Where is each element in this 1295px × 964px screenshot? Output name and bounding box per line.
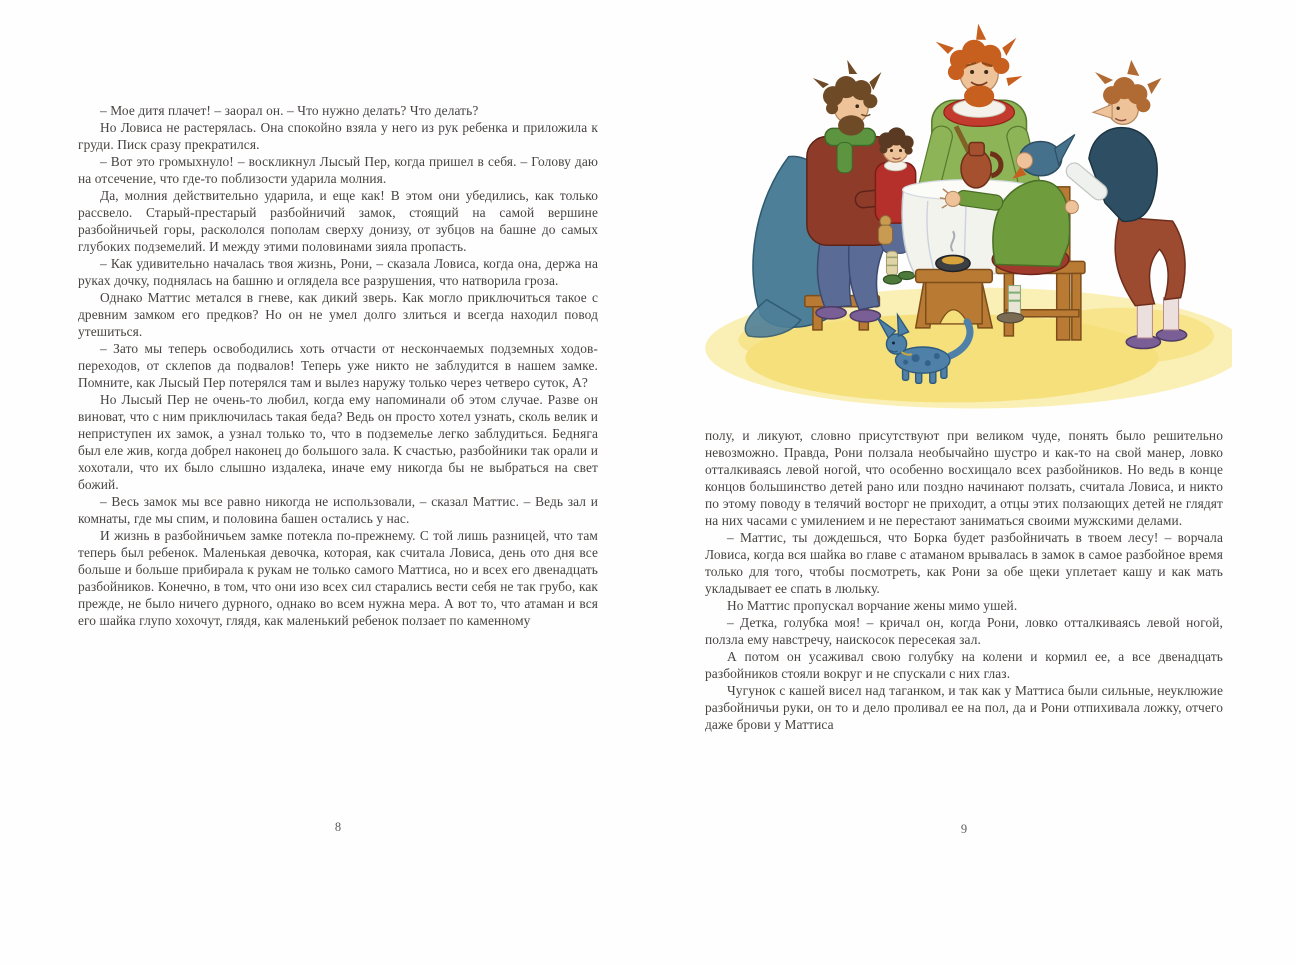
paragraph: – Весь замок мы все равно никогда не использовали, – сказал Маттис. – Ведь зал и комнаты, где мы спим, и половина башен остались у нас.: [78, 494, 598, 526]
paragraph: – Вот это громыхнуло! – воскликнул Лысый Пер, когда пришел в себя. – Голову даю на отсечение, что где-то поблизости ударила молния.: [78, 154, 598, 186]
paragraph: полу, и ликуют, словно присутствуют при великом чуде, понять было решительно невозможно. Правда, Рони ползала необычайно шустро и как-то на свой манер, ловко отталкиваясь левой ногой, что особенно восхищало всех разбойников. Но ведь в конце концов большинство детей рано или поздно начинают ползать, считала Ловиса, и никто по этому поводу в телячий восторг не приходит, а отцы этих ползающих детей не глядят на них часами с умилением и не перестают заниматься своими мужскими делами.: [705, 428, 1223, 528]
page-number-8: 8: [334, 820, 342, 834]
illustration-robbers-at-table: [688, 6, 1232, 412]
paragraph: – Маттис, ты дождешься, что Борка будет разбойничать в твоем лесу! – ворчала Ловиса, когда вся шайка во главе с атаманом врывалась в замок в самое разбойное время только для того, чтобы посмотреть, как Рони за обе щеки уплетает кашу и как мать укладывает ее спать в люльку.: [705, 530, 1223, 596]
paragraph: Но Ловиса не растерялась. Она спокойно взяла у него из рук ребенка и приложила к груди. Писк сразу прекратился.: [78, 120, 598, 152]
paragraph: Но Маттис пропускал ворчание жены мимо ушей.: [727, 598, 1018, 613]
paragraph: – Как удивительно началась твоя жизнь, Рони, – сказала Ловиса, когда она, держа на руках дочку, поднялась на башню и оглядела все разрушения, что натворила гроза.: [78, 256, 598, 288]
paragraph: – Зато мы теперь освободились хоть отчасти от нескончаемых подземных ходов-переходов, от склепов да подвалов! Теперь уже никто не заблудится в нашем замке. Помните, как Лысый Пер потерялся там и вылез наружу только через четверо суток, А?: [78, 341, 598, 390]
paragraph: Однако Маттис метался в гневе, как дикий зверь. Как могло приключиться такое с древним замком его предков? Но он не умел долго злиться и всегда находил повод утешиться.: [78, 290, 598, 339]
page-8-text: [78, 102, 598, 629]
paragraph: – Детка, голубка моя! – кричал он, когда Рони, ловко отталкиваясь левой ногой, ползла ему навстречу, наискосок пересекая зал.: [705, 615, 1223, 647]
paragraph: И жизнь в разбойничьем замке потекла по-прежнему. С той лишь разницей, что там теперь был ребенок. Маленькая девочка, которая, как считала Ловиса, день ото дня все больше и больше прибирала к рукам не только самого Маттиса, но и всех его двенадцать разбойников. Конечно, в том, что они изо всех сил старались вести себя не так грубо, как прежде, не было ничего дурного, однако во всем нужна мера. А вот то, что атаман и вся его шайка глупо хохочут, глядя, как маленький ребенок ползает по каменному: [78, 528, 598, 628]
paragraph: Чугунок с кашей висел над таганком, и так как у Маттиса были сильные, неуклюжие разбойничьи руки, он то и дело проливал ее на пол, да и Рони отпихивала ложку, отчего даже брови у Маттиса: [705, 683, 1223, 732]
page-number-9: 9: [960, 822, 968, 836]
paragraph: Да, молния действительно ударила, и еще как! В этом они убедились, как только рассвело. Старый-престарый разбойничий замок, стоящий на самой вершине разбойничьей горы, раскололся пополам сверху донизу, от зубцов на башне до самых глубоких подземелий. И между этими половинами зияла пропасть.: [78, 188, 598, 254]
paragraph: – Мое дитя плачет! – заорал он. – Что нужно делать? Что делать?: [100, 103, 479, 118]
paragraph: Но Лысый Пер не очень-то любил, когда ему напоминали об этом случае. Разве он виноват, что с ним приключилась такая беда? Ведь он просто хотел узнать, сколь велик и неприступен их замок, а узнал только то, что в подземелье легко заблудиться. Бедняга был еле жив, когда добрел наконец до большого зала. К счастью, разбойники так орали и хохотали, что их было слышно издалека, иначе ему никогда бы не выбраться на свет божий.: [78, 392, 598, 492]
doll: [878, 216, 892, 245]
page-9-text: [705, 427, 1223, 733]
paragraph: А потом он усаживал свою голубку на колени и кормил ее, а все двенадцать разбойников стояли вокруг и не спускали с них глаз.: [705, 649, 1223, 681]
